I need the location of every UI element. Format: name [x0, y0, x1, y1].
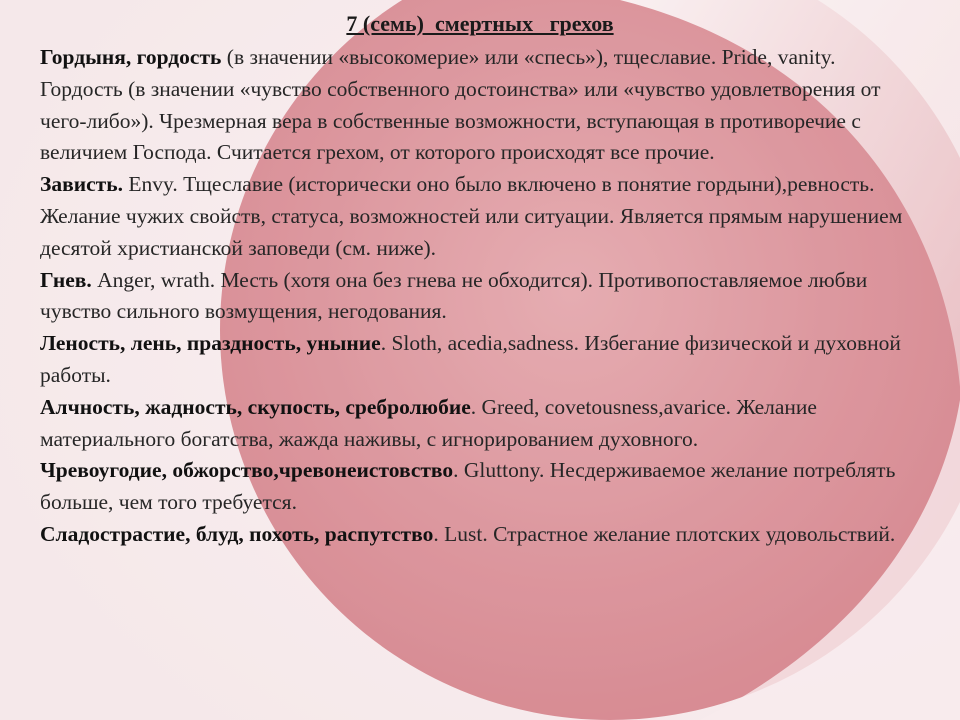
sin-envy	[40, 169, 920, 264]
sin-term: Зависть.	[40, 172, 123, 197]
sin-term: Алчность, жадность, скупость, сребролюбие	[40, 394, 471, 419]
sin-description: . Lust. Страстное желание плотских удовольствий.	[433, 521, 896, 546]
sins-list	[40, 42, 920, 551]
sin-description: Envy. Тщеславие (исторически оно было включено в понятие гордыни),ревность. Желание чужих свойств, статуса, возможностей или ситуации. Является прямым нарушением десятой христианской заповеди (см. ниже).	[40, 172, 903, 260]
sin-term: Сладострастие, блуд, похоть, распутство	[40, 521, 434, 546]
sin-term: Чревоугодие, обжорство,чревонеистовство	[40, 458, 454, 483]
sin-pride	[40, 42, 920, 169]
sin-sloth	[40, 328, 920, 392]
sin-greed	[40, 392, 920, 456]
sin-description: . Greed, covetousness,avarice. Желание материального богатства, жажда наживы, с игнорированием духовного.	[40, 394, 817, 451]
sin-lust	[40, 519, 920, 551]
sin-wrath	[40, 265, 920, 329]
sin-term: Гордыня, гордость	[40, 45, 222, 69]
sin-description: . Gluttony. Несдерживаемое желание потреблять больше, чем того требуется.	[40, 458, 896, 515]
sin-term: Леность, лень, праздность, уныние	[40, 331, 381, 356]
sin-description: Anger, wrath. Месть (хотя она без гнева не обходится). Противопоставляемое любви чувство сильного возмущения, негодования.	[40, 267, 868, 324]
sin-gluttony	[40, 455, 920, 519]
sin-description: . Sloth, acedia,sadness. Избегание физической и духовной работы.	[40, 331, 901, 387]
slide-title: 7 (семь) смертных грехов	[346, 11, 614, 36]
sin-description: (в значении «высокомерие» или «спесь»), тщеславие. Pride, vanity. Гордость (в значении «чувство собственного достоинства» или «чувство удовлетворения от чего-либо»). Чрезмерная вера в собственные возможности, вступающая в противоречие с величием Господа. Считается грехом, от которого происходят все прочие.	[40, 45, 881, 165]
sin-term: Гнев.	[40, 267, 92, 292]
